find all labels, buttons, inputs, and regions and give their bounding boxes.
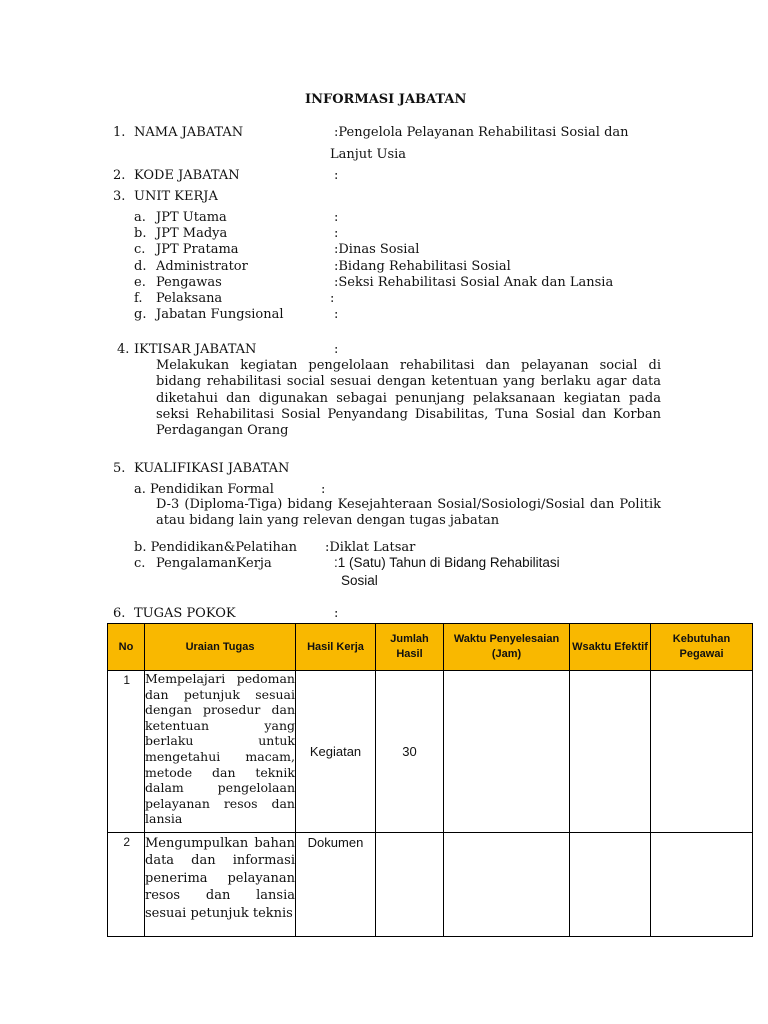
row-kebutuhan [651,833,753,937]
unit-letter-d: d. [134,259,147,274]
header-hasil-kerja: Hasil Kerja [296,624,376,671]
tugas-pokok-label: TUGAS POKOK [134,606,236,621]
nama-jabatan-label: NAMA JABATAN [134,125,244,140]
iktisar-label: IKTISAR JABATAN [134,342,257,357]
pendidikan-formal-label: a. Pendidikan Formal [134,482,274,497]
row-hasil-kerja: Kegiatan [296,671,376,833]
pengalaman-value: :1 (Satu) Tahun di Bidang Rehabilitasi [334,555,560,570]
iktisar-colon: : [334,342,339,357]
unit-label-jpt-utama: JPT Utama [156,210,227,225]
unit-value-administrator: :Bidang Rehabilitasi Sosial [334,259,511,274]
unit-label-pengawas: Pengawas [156,275,222,290]
unit-letter-f: f. [134,291,143,306]
header-wsaktu-efektif: Wsaktu Efektif [570,624,651,671]
item-number-1: 1. [113,125,126,140]
unit-value-jpt-utama: : [334,210,339,225]
row-jumlah-hasil: 30 [376,671,444,833]
iktisar-text: Melakukan kegiatan pengelolaan rehabilitasi dan pelayanan social di bidang rehabilitasi social sesuai dengan ketentuan yang berlaku agar data diketahui dan digunakan sebagai penunjang pelaksanaan kegiatan pada seksi Rehabilitasi Sosial Penyandang Disabilitas, Tuna Sosial dan Korban Perdagangan Orang [156,358,661,439]
unit-value-jpt-madya: : [334,226,339,241]
row-uraian: Mengumpulkan bahan data dan informasi penerima pelayanan resos dan lansia sesuai petunjuk teknis [145,833,296,937]
pelatihan-value: :Diklat Latsar [325,540,416,555]
row-jumlah-hasil [376,833,444,937]
row-efektif [570,671,651,833]
header-jumlah-hasil: Jumlah Hasil [376,624,444,671]
unit-label-administrator: Administrator [156,259,248,274]
unit-label-pelaksana: Pelaksana [156,291,223,306]
item-number-4: 4. [117,342,130,357]
nama-jabatan-value-cont: Lanjut Usia [330,147,407,162]
header-no: No [108,624,145,671]
table-header-row [108,624,753,671]
pelatihan-label: b. Pendidikan&Pelatihan [134,540,297,555]
table-row [108,671,753,833]
unit-label-jabatan-fungsional: Jabatan Fungsional [156,307,284,322]
unit-kerja-label: UNIT KERJA [134,189,218,204]
row-waktu [444,833,570,937]
row-waktu [444,671,570,833]
pendidikan-formal-text: D-3 (Diploma-Tiga) bidang Kesejahteraan Sosial/Sosiologi/Sosial dan Politik atau bidang lain yang relevan dengan tugas jabatan [156,497,661,529]
item-number-3: 3. [113,189,126,204]
kode-jabatan-label: KODE JABATAN [134,168,240,183]
unit-value-pengawas: :Seksi Rehabilitasi Sosial Anak dan Lansia [334,275,614,290]
document-title: INFORMASI JABATAN [305,92,467,107]
kode-jabatan-value: : [334,168,339,183]
unit-value-pelaksana: : [330,291,335,306]
row-no: 2 [108,833,145,937]
item-number-2: 2. [113,168,126,183]
unit-label-jpt-madya: JPT Madya [156,226,228,241]
row-uraian: Mempelajari pedoman dan petunjuk sesuai dengan prosedur dan ketentuan yang berlaku untuk mengetahui macam, metode dan teknik dalam pengelolaan pelayanan resos dan lansia [145,671,296,833]
item-number-5: 5. [113,461,126,476]
unit-letter-a: a. [134,210,146,225]
unit-letter-b: b. [134,226,147,241]
pendidikan-formal-colon: : [321,482,326,497]
row-hasil-kerja: Dokumen [296,833,376,937]
row-kebutuhan [651,671,753,833]
pengalaman-value-cont: Sosial [341,573,378,588]
pengalaman-letter: c. [134,556,146,571]
pengalaman-label: PengalamanKerja [156,556,272,571]
unit-letter-c: c. [134,242,146,257]
kualifikasi-label: KUALIFIKASI JABATAN [134,461,290,476]
tugas-pokok-colon: : [334,606,339,621]
header-kebutuhan-pegawai: Kebutuhan Pegawai [651,624,753,671]
table-row [108,833,753,937]
header-waktu-penyelesaian: Waktu Penyelesaian (Jam) [444,624,570,671]
unit-label-jpt-pratama: JPT Pratama [156,242,239,257]
unit-letter-e: e. [134,275,146,290]
row-no: 1 [108,671,145,833]
tugas-pokok-table [107,623,753,937]
row-efektif [570,833,651,937]
unit-value-jpt-pratama: :Dinas Sosial [334,242,420,257]
unit-value-jabatan-fungsional: : [334,307,339,322]
item-number-6: 6. [113,606,126,621]
header-uraian-tugas: Uraian Tugas [145,624,296,671]
unit-letter-g: g. [134,307,147,322]
nama-jabatan-value: :Pengelola Pelayanan Rehabilitasi Sosial dan [334,125,629,140]
